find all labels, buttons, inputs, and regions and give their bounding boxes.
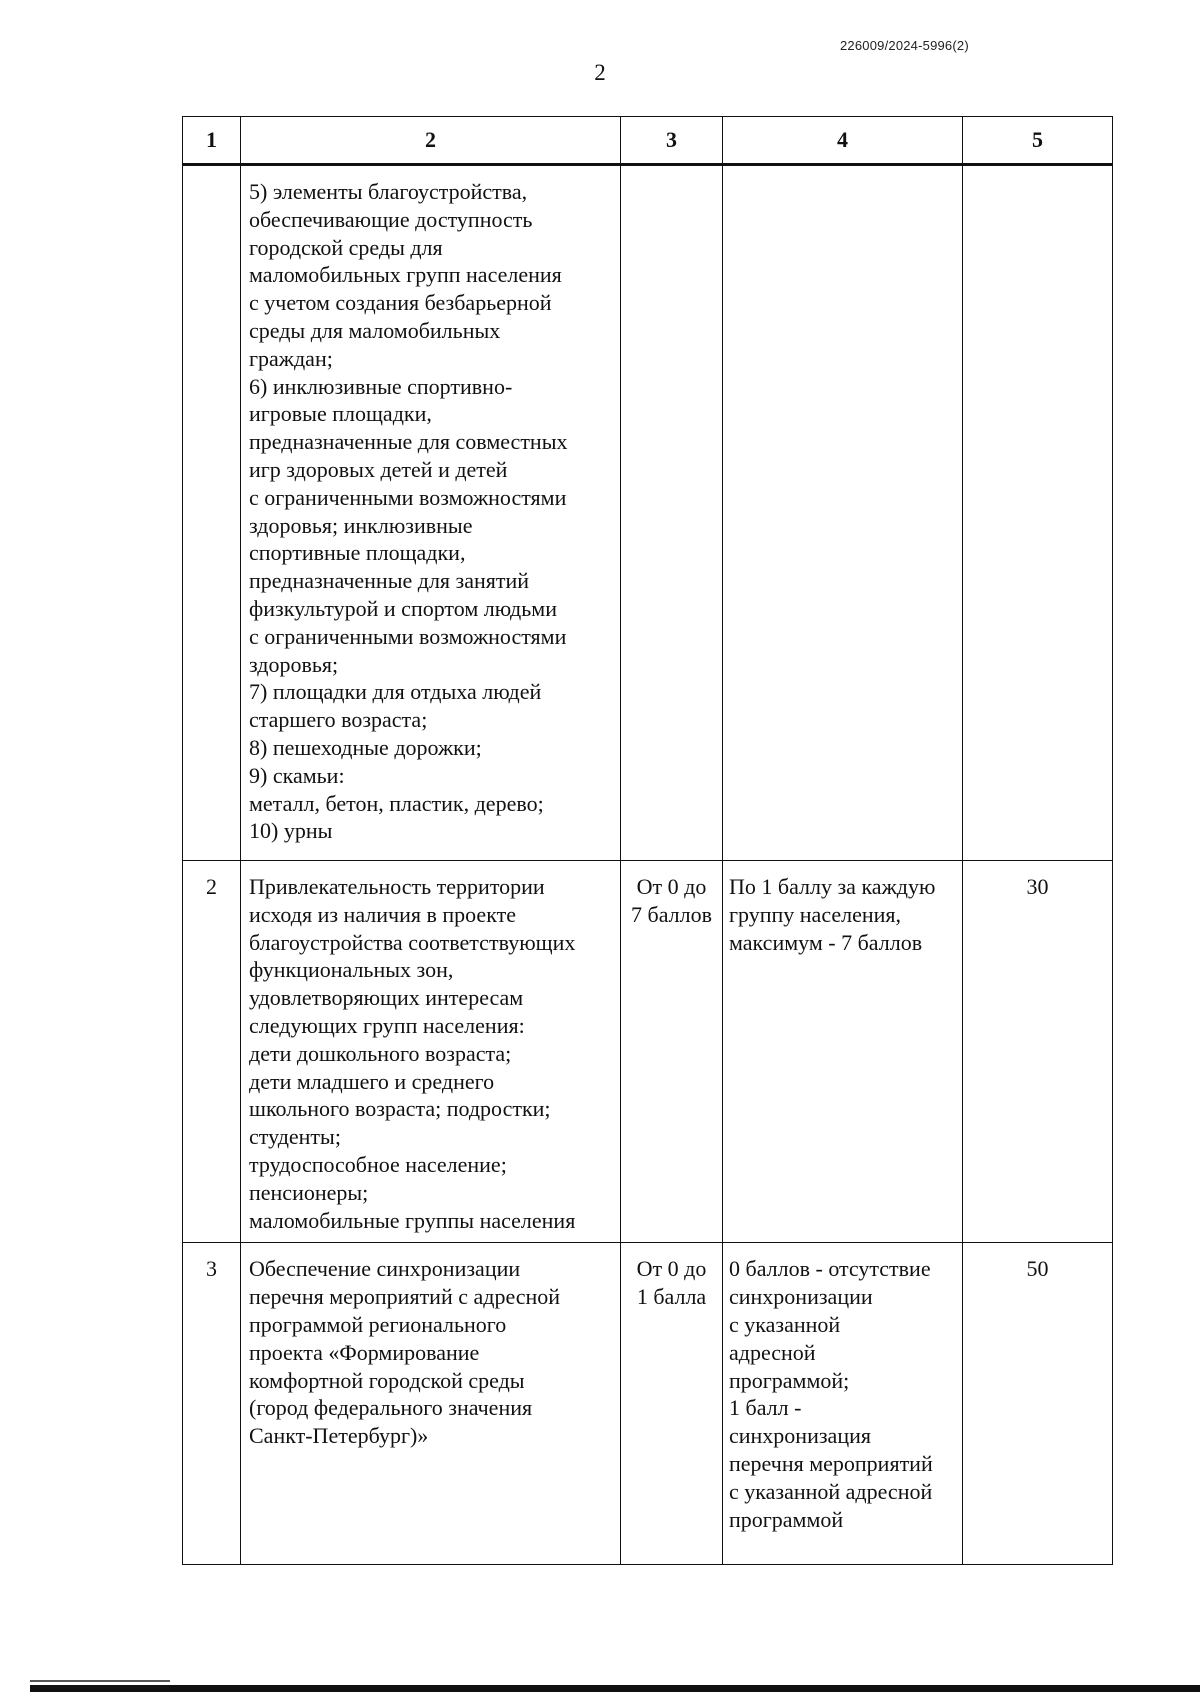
cell-text-line: 0 баллов - отсутствие bbox=[729, 1256, 931, 1282]
table-body bbox=[183, 165, 1113, 1565]
table-row bbox=[183, 1243, 1113, 1565]
scoring-rule-cell bbox=[723, 165, 963, 861]
cell-text-line: старшего возраста; bbox=[249, 707, 428, 733]
scan-edge-bar bbox=[30, 1685, 1200, 1692]
cell-text-line: предназначенные для занятий bbox=[249, 568, 530, 594]
score-range-cell bbox=[621, 165, 723, 861]
cell-text-line: 1 балла bbox=[636, 1284, 707, 1310]
header-col-1: 1 bbox=[183, 117, 241, 165]
cell-text-line: 8) пешеходные дорожки; bbox=[249, 734, 482, 760]
cell-text-line: с указанной bbox=[729, 1311, 841, 1337]
cell-text-line: здоровья; bbox=[249, 651, 339, 677]
cell-text-line: благоустройства соответствующих bbox=[249, 929, 576, 955]
cell-text-line: пенсионеры; bbox=[249, 1179, 369, 1205]
cell-text-line: с ограниченными возможностями bbox=[249, 623, 567, 649]
weight-cell: 50 bbox=[963, 1243, 1113, 1565]
scoring-rule-cell bbox=[723, 1243, 963, 1565]
criterion-description-cell bbox=[241, 1243, 621, 1565]
cell-text-line: маломобильных групп населения bbox=[249, 262, 562, 288]
cell-text-line: игр здоровых детей и детей bbox=[249, 456, 508, 482]
cell-text-line: программой; bbox=[729, 1367, 850, 1393]
cell-text-line: следующих групп населения: bbox=[249, 1012, 525, 1038]
cell-text-line: металл, бетон, пластик, дерево; bbox=[249, 790, 544, 816]
cell-text-line: спортивные площадки, bbox=[249, 540, 466, 566]
cell-text-line: адресной bbox=[729, 1339, 816, 1365]
cell-text-line: синхронизация bbox=[729, 1423, 871, 1449]
cell-text-line: перечня мероприятий bbox=[729, 1450, 933, 1476]
cell-text-line: 5) элементы благоустройства, bbox=[249, 179, 528, 204]
cell-text-line: 7 баллов bbox=[631, 901, 712, 927]
cell-text-line: трудоспособное население; bbox=[249, 1151, 507, 1177]
criterion-description-cell bbox=[241, 165, 621, 861]
cell-text-line: студенты; bbox=[249, 1124, 341, 1150]
scoring-rule-cell bbox=[723, 861, 963, 1243]
cell-text-line: комфортной городской среды bbox=[249, 1367, 525, 1393]
cell-text-line: маломобильные группы населения bbox=[249, 1207, 576, 1233]
cell-text-line: синхронизации bbox=[729, 1284, 873, 1310]
cell-text-line: предназначенные для совместных bbox=[249, 429, 568, 455]
weight-cell bbox=[963, 165, 1113, 861]
cell-text-line: 7) площадки для отдыха людей bbox=[249, 679, 542, 705]
cell-text-line: Обеспечение синхронизации bbox=[249, 1256, 521, 1282]
header-col-3: 3 bbox=[621, 117, 723, 165]
cell-text-line: здоровья; инклюзивные bbox=[249, 512, 473, 538]
criteria-table bbox=[182, 116, 1113, 1565]
row-number-cell: 2 bbox=[183, 861, 241, 1243]
cell-text-line: От 0 до bbox=[636, 874, 707, 899]
cell-text-line: дети младшего и среднего bbox=[249, 1068, 495, 1094]
cell-text-line: проекта «Формирование bbox=[249, 1339, 480, 1365]
cell-text-line: 6) инклюзивные спортивно- bbox=[249, 373, 513, 399]
cell-text-line: обеспечивающие доступность bbox=[249, 206, 533, 232]
cell-text-line: 1 балл - bbox=[729, 1395, 802, 1421]
score-range-cell bbox=[621, 1243, 723, 1565]
cell-text-line: Санкт-Петербург)» bbox=[249, 1423, 429, 1449]
scan-edge-line bbox=[30, 1680, 170, 1682]
header-col-2: 2 bbox=[241, 117, 621, 165]
table-row bbox=[183, 861, 1113, 1243]
row-number-cell bbox=[183, 165, 241, 861]
cell-text-line: городской среды для bbox=[249, 234, 443, 260]
cell-text-line: удовлетворяющих интересам bbox=[249, 985, 524, 1011]
header-col-5: 5 bbox=[963, 117, 1113, 165]
weight-cell: 30 bbox=[963, 861, 1113, 1243]
table-header-row bbox=[183, 117, 1113, 165]
cell-text-line: среды для маломобильных bbox=[249, 317, 501, 343]
cell-text-line: с указанной адресной bbox=[729, 1478, 933, 1504]
cell-text-line: исходя из наличия в проекте bbox=[249, 901, 516, 927]
cell-text-line: физкультурой и спортом людьми bbox=[249, 595, 557, 621]
cell-text-line: дети дошкольного возраста; bbox=[249, 1040, 512, 1066]
cell-text-line: игровые площадки, bbox=[249, 401, 432, 427]
cell-text-line: функциональных зон, bbox=[249, 957, 454, 983]
score-range-cell bbox=[621, 861, 723, 1243]
criterion-description-cell bbox=[241, 861, 621, 1243]
cell-text-line: перечня мероприятий с адресной bbox=[249, 1284, 561, 1310]
cell-text-line: программой bbox=[729, 1506, 844, 1532]
page-number: 2 bbox=[594, 60, 606, 85]
cell-text-line: школьного возраста; подростки; bbox=[249, 1096, 551, 1122]
cell-text-line: По 1 баллу за каждую bbox=[729, 874, 936, 899]
row-number-cell: 3 bbox=[183, 1243, 241, 1565]
table-row bbox=[183, 165, 1113, 861]
cell-text-line: 10) урны bbox=[249, 818, 333, 844]
document-id: 226009/2024-5996(2) bbox=[840, 38, 969, 53]
cell-text-line: (город федерального значения bbox=[249, 1395, 533, 1421]
cell-text-line: программой регионального bbox=[249, 1311, 507, 1337]
cell-text-line: максимум - 7 баллов bbox=[729, 929, 923, 955]
cell-text-line: Привлекательность территории bbox=[249, 874, 545, 899]
cell-text-line: граждан; bbox=[249, 345, 333, 371]
cell-text-line: группу населения, bbox=[729, 901, 902, 927]
cell-text-line: с учетом создания безбарьерной bbox=[249, 290, 552, 316]
cell-text-line: От 0 до bbox=[636, 1256, 707, 1282]
cell-text-line: с ограниченными возможностями bbox=[249, 484, 567, 510]
header-col-4: 4 bbox=[723, 117, 963, 165]
cell-text-line: 9) скамьи: bbox=[249, 762, 345, 788]
